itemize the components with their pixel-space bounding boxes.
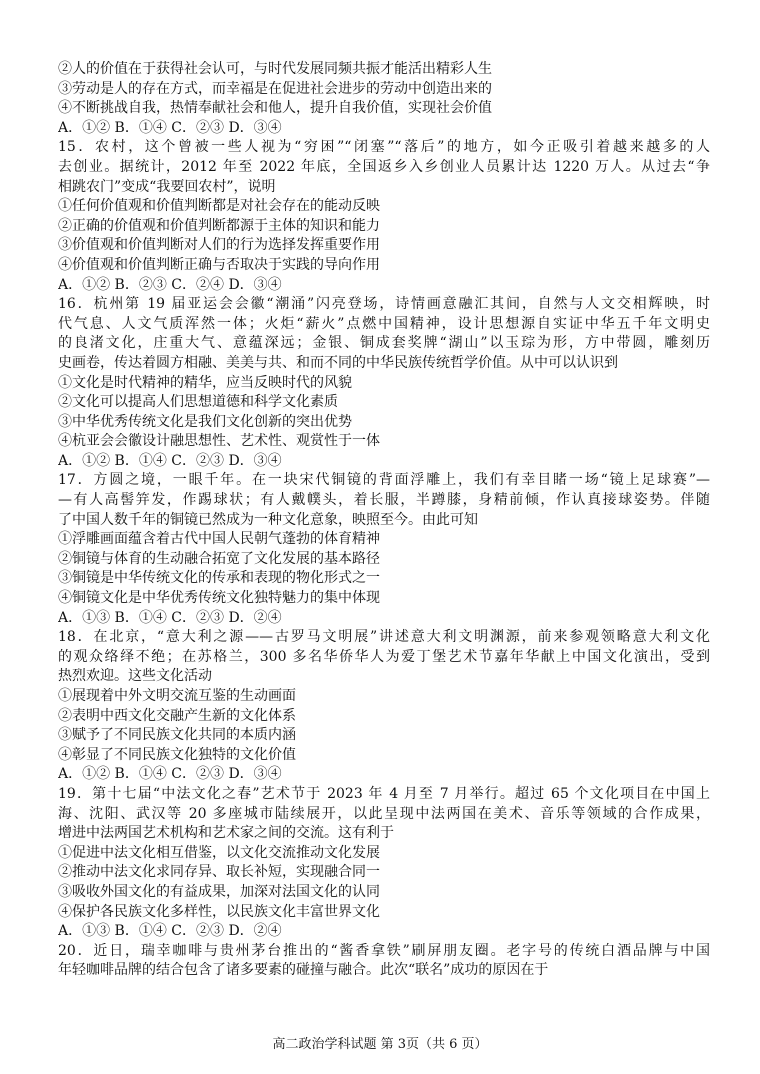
question-stem-line: 20．近日，瑞幸咖啡与贵州茅台推出的“酱香拿铁”刷屏朋友圈。老字号的传统白酒品牌与中国 — [58, 942, 710, 959]
question-stem-line: 17．方圆之境，一眼千年。在一块宋代铜镜的背面浮雕上，我们有幸目睹一场“镜上足球赛”— — [58, 472, 710, 489]
option-2: ②文化可以提高人们思想道德和科学文化素质 — [58, 394, 338, 411]
question-16 — [58, 295, 710, 471]
answer-choices: A．①② B．①④ C．②③ D．③④ — [58, 452, 282, 469]
option-3: ③中华优秀传统文化是我们文化创新的突出优势 — [58, 413, 352, 430]
answer-choices: A．①② B．②③ C．②④ D．③④ — [58, 276, 282, 293]
answer-choices: A．①③ B．①④ C．②③ D．②④ — [58, 609, 282, 626]
option-2: ②表明中西文化交融产生新的文化体系 — [58, 707, 296, 724]
option-3: ③铜镜是中华传统文化的传承和表现的物化形式之一 — [58, 570, 380, 587]
option-4: ④铜镜文化是中华优秀传统文化独特魅力的集中体现 — [58, 590, 380, 607]
question-17 — [58, 471, 710, 628]
question-stem-line: 相跳农门”变成“我要回农村”，说明 — [58, 178, 276, 195]
answer-choices: A．①② B．①④ C．②③ D．③④ — [58, 119, 282, 136]
question-stem-line: 了中国人数千年的铜镜已然成为一种文化意象，映照至今。由此可知 — [58, 511, 478, 528]
question-stem-line: 的观众络绎不绝；在苏格兰，300 多名华侨华人为爱丁堡艺术节嘉年华献上中国文化演出，受到 — [58, 648, 710, 665]
option-2: ②推动中法文化求同存异、取长补短，实现融合同一 — [58, 864, 380, 881]
question-19 — [58, 785, 710, 942]
question-20 — [58, 942, 710, 981]
option-4: ④价值观和价值判断正确与否取决于实践的导向作用 — [58, 256, 380, 273]
page-footer: 高二政治学科试题 第 3页（共 6 页） — [272, 1037, 488, 1052]
option-1: ①浮雕画面蕴含着古代中国人民朝气蓬勃的体育精神 — [58, 531, 380, 548]
question-stem-line: 19．第十七届“中法文化之春”艺术节于 2023 年 4 月至 7 月举行。超过 65 个文化项目在中国上 — [58, 785, 710, 802]
question-stem-line: 去创业。据统计，2012 年至 2022 年底，全国返乡入乡创业人员累计达 1220 万人。从过去“争 — [58, 158, 710, 175]
option-1: ①展现着中外文明交流互鉴的生动画面 — [58, 688, 296, 704]
question-stem-line: 史画卷，传达着圆方相融、美美与共、和而不同的中华民族传统哲学价值。从中可以认识到 — [58, 354, 618, 371]
question-14-tail — [58, 60, 710, 138]
question-15 — [58, 138, 710, 295]
question-stem-line: 16．杭州第 19 届亚运会会徽“潮涌”闪亮登场，诗情画意融汇其间，自然与人文交相辉映，时 — [58, 296, 710, 313]
option-3: ③劳动是人的存在方式，而幸福是在促进社会进步的劳动中创造出来的 — [58, 80, 492, 97]
question-stem-line: 15．农村，这个曾被一些人视为“穷困”“闭塞”“落后”的地方，如今正吸引着越来越多的人 — [58, 139, 710, 156]
question-18 — [58, 628, 710, 785]
option-4: ④保护各民族文化多样性，以民族文化丰富世界文化 — [58, 903, 380, 920]
option-3: ③价值观和价值判断对人们的行为选择发挥重要作用 — [58, 237, 380, 254]
option-1: ①促进中法文化相互借鉴，以文化交流推动文化发展 — [58, 844, 380, 861]
option-4: ④杭亚会会徽设计融思想性、艺术性、观赏性于一体 — [58, 433, 380, 450]
question-stem-line: 增进中法两国艺术机构和艺术家之间的交流。这有利于 — [58, 825, 394, 842]
answer-choices: A．①③ B．①④ C．②③ D．②④ — [58, 923, 282, 940]
option-1: ①文化是时代精神的精华，应当反映时代的风貌 — [58, 374, 352, 391]
option-1: ①任何价值观和价值判断都是对社会存在的能动反映 — [58, 198, 380, 215]
page-content — [58, 60, 710, 981]
option-4: ④彰显了不同民族文化独特的文化价值 — [58, 746, 296, 763]
answer-choices: A．①② B．①④ C．②③ D．③④ — [58, 766, 282, 783]
question-stem-line: 18．在北京，“意大利之源——古罗马文明展”讲述意大利文明渊源，前来参观领略意大利文化 — [58, 629, 710, 646]
option-2: ②铜镜与体育的生动融合拓宽了文化发展的基本路径 — [58, 550, 380, 567]
question-stem-line: 的良渚文化，庄重大气、意蕴深远；金银、铜成套奖牌“湖山”以玉琮为形，方中带圆，雕刻历 — [58, 335, 710, 352]
question-stem-line: 代气息、人文气质浑然一体；火炬“薪火”点燃中国精神，设计思想源自实证中华五千年文明史 — [58, 315, 710, 332]
option-4: ④不断挑战自我，热情奉献社会和他人，提升自我价值，实现社会价值 — [58, 100, 492, 117]
question-stem-line: —有人高髻笄发，作踢球状；有人戴幞头，着长服，半蹲膝，身精前倾，作认真接球姿势。伴随 — [58, 492, 710, 509]
question-stem-line: 热烈欢迎。这些文化活动 — [58, 668, 212, 685]
option-3: ③赋予了不同民族文化共同的本质内涵 — [58, 727, 296, 744]
option-2: ②正确的价值观和价值判断都源于主体的知识和能力 — [58, 217, 380, 234]
option-3: ③吸收外国文化的有益成果，加深对法国文化的认同 — [58, 883, 380, 900]
question-stem-line: 海、沈阳、武汉等 20 多座城市陆续展开，以此呈现中法两国在美术、音乐等领域的合作成果， — [58, 805, 710, 822]
question-stem-line: 年轻咖啡品牌的结合包含了诸多要素的碰撞与融合。此次“联名”成功的原因在于 — [58, 962, 549, 979]
option-2: ②人的价值在于获得社会认可，与时代发展同频共振才能活出精彩人生 — [58, 61, 492, 77]
